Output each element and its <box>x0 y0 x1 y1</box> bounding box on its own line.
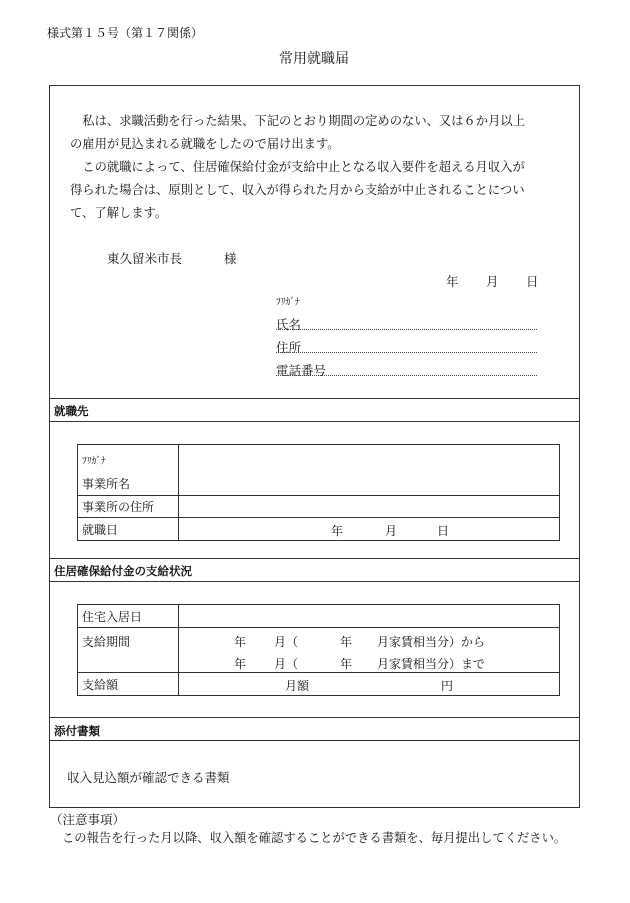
declaration-text <box>70 110 560 225</box>
applicant-name-field[interactable] <box>276 329 537 330</box>
employment-table <box>77 444 560 541</box>
declaration-line: の雇用が見込まれる就職をしたので届け出ます。 <box>70 137 340 151</box>
period-to-rent-suffix: 月家賃相当分）まで <box>377 657 486 671</box>
declaration-line: 得られた場合は、原則として、収入が得られた月から支給が中止されることについ <box>70 183 525 197</box>
start-date-year: 年 <box>331 524 344 538</box>
addressee-name: 東久留米市長 <box>107 251 183 266</box>
benefit-table <box>77 604 560 696</box>
divider <box>49 717 580 718</box>
form-number: 様式第１５号（第１７関係） <box>47 26 204 40</box>
applicant-phone-label: 電話番号 <box>276 363 327 378</box>
divider <box>49 558 580 559</box>
company-address-field[interactable] <box>179 496 560 518</box>
period-from-rent-suffix: 月家賃相当分）から <box>377 635 486 649</box>
attachment-item: 収入見込額が確認できる書類 <box>67 770 230 785</box>
divider <box>49 740 580 741</box>
section-title-benefit: 住居確保給付金の支給状況 <box>54 564 192 578</box>
start-date-label: 就職日 <box>78 518 179 541</box>
divider <box>49 398 580 399</box>
divider <box>49 581 580 582</box>
start-date-day: 日 <box>437 524 450 538</box>
period-to-rent-year: 年 <box>340 657 353 671</box>
yen-unit: 円 <box>441 679 454 693</box>
move-in-date-field[interactable] <box>179 605 560 628</box>
start-date-field[interactable] <box>179 518 560 541</box>
monthly-amount-label: 月額 <box>285 679 310 693</box>
addressee-honorific: 様 <box>224 251 237 266</box>
move-in-date-label: 住宅入居日 <box>78 605 179 628</box>
period-to-month: 月（ <box>274 657 299 671</box>
period-from-rent-year: 年 <box>340 635 353 649</box>
applicant-address-label: 住所 <box>276 340 302 355</box>
applicant-furigana-label: ﾌﾘｶﾞﾅ <box>276 297 300 308</box>
declaration-line: 私は、求職活動を行った結果、下記のとおり期間の定めのない、又は６か月以上 <box>82 114 525 128</box>
declaration-line: この就職によって、住居確保給付金が支給中止となる収入要件を超える月収入が <box>82 160 525 174</box>
notes-title: （注意事項） <box>50 812 126 827</box>
company-name-label-cell <box>78 445 179 496</box>
payment-amount-label: 支給額 <box>78 673 179 696</box>
applicant-address-field[interactable] <box>276 352 537 353</box>
period-from-year: 年 <box>234 635 247 649</box>
company-address-label: 事業所の住所 <box>78 496 179 518</box>
declaration-line: て、了解します。 <box>70 206 168 220</box>
company-name-label: 事業所名 <box>82 477 131 491</box>
divider <box>49 421 580 422</box>
date-month: 月 <box>486 274 499 289</box>
applicant-phone-field[interactable] <box>276 375 537 376</box>
company-name-field[interactable] <box>179 445 560 496</box>
payment-amount-field[interactable] <box>179 673 560 696</box>
date-day: 日 <box>526 274 539 289</box>
payment-period-field[interactable] <box>179 628 560 673</box>
date-year: 年 <box>446 274 459 289</box>
period-from-month: 月（ <box>274 635 299 649</box>
payment-period-label: 支給期間 <box>78 628 179 673</box>
period-to-year: 年 <box>234 657 247 671</box>
applicant-name-label: 氏名 <box>276 317 302 332</box>
section-title-attachments: 添付書類 <box>54 724 100 738</box>
company-furigana-label: ﾌﾘｶﾞﾅ <box>82 456 106 467</box>
page-title: 常用就職届 <box>279 51 349 67</box>
notes-text: この報告を行った月以降、収入額を確認することができる書類を、毎月提出してください。 <box>62 831 567 845</box>
section-title-employment: 就職先 <box>54 404 89 418</box>
start-date-month: 月 <box>385 524 398 538</box>
